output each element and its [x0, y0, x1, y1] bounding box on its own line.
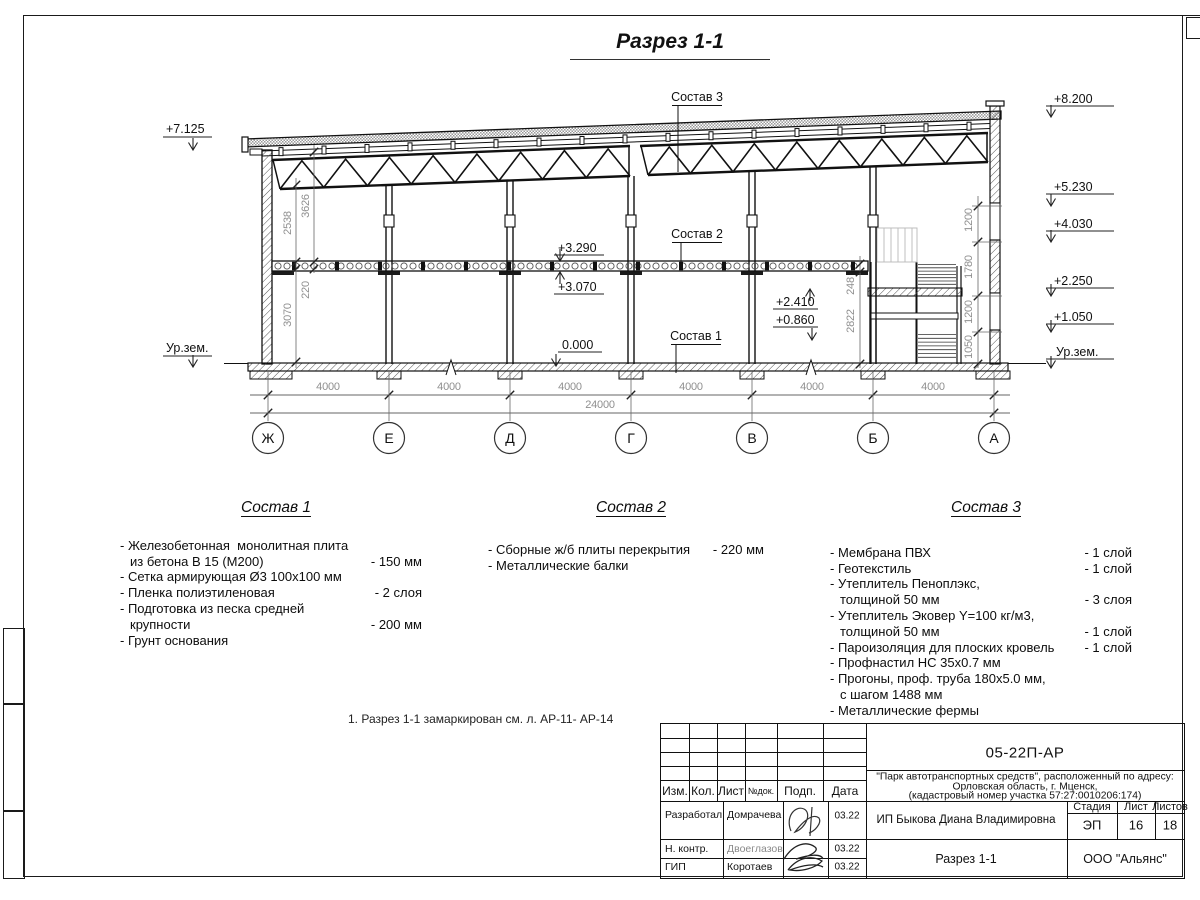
dim-label: 4000	[921, 381, 945, 393]
elevation-label: 0.000	[562, 338, 594, 352]
axis-label: Д	[505, 430, 515, 446]
drawing-note: 1. Разрез 1-1 замаркирован см. л. АР-11- АР-14	[348, 712, 614, 726]
stair-railing	[877, 228, 917, 262]
dim-label: 1780	[962, 255, 975, 279]
dim-label: 4000	[437, 381, 461, 393]
level-arrow-icon	[189, 355, 198, 367]
tb-role: ГИП	[665, 861, 686, 873]
elevation-label: +7.125	[166, 122, 205, 136]
tb-role: Н. контр.	[665, 843, 709, 855]
composition-row: - Утеплитель Эковер Y=100 кг/м3,	[830, 607, 1035, 623]
tb-header-kol: Кол.	[691, 784, 715, 798]
tb-header-data: Дата	[831, 784, 859, 798]
level-arrow-icon	[189, 138, 198, 150]
callout-label: Состав 3	[671, 90, 723, 104]
composition-block-1	[120, 500, 432, 648]
level-arrow-icon	[1047, 105, 1056, 117]
dim-label: 248	[844, 277, 857, 295]
tb-date: 03.22	[834, 861, 860, 873]
tb-sheets-value: 18	[1162, 817, 1178, 833]
composition-row: - Утеплитель Пеноплэкс,	[830, 576, 980, 592]
elevation-label: +0.860	[776, 313, 815, 327]
composition-row: - Пароизоляция для плоских кровель - 1 слой	[830, 639, 1132, 655]
dim-label: 3070	[281, 303, 294, 327]
tb-header-podp: Подп.	[784, 784, 816, 798]
composition-row: - Грунт основания	[120, 632, 229, 648]
composition-row: - Металлические фермы	[830, 702, 979, 718]
stair-landing	[868, 288, 962, 296]
axis-bubbles	[253, 423, 1010, 454]
dim-label: 1200	[962, 208, 975, 232]
dim-total-label: 24000	[585, 399, 615, 411]
drawing-title: Разрез 1-1	[570, 30, 770, 60]
tb-sheets-label: Листов	[1152, 801, 1188, 813]
dim-label: 220	[299, 281, 312, 299]
title-block	[660, 723, 1188, 879]
signature-icon	[779, 801, 827, 878]
composition-row: толщиной 50 мм - 1 слой	[840, 623, 1132, 639]
tb-client: ИП Быкова Диана Владимировна	[876, 814, 1056, 826]
tb-name: Домрачева	[727, 809, 782, 821]
tb-name: Двоеглазов	[727, 843, 783, 855]
composition-row: - Сетка армирующая Ø3 100х100 мм	[120, 569, 342, 585]
tb-header-ndok: №док.	[747, 786, 775, 796]
right-wall	[990, 106, 1000, 203]
tb-name: Коротаев	[727, 861, 773, 873]
axis-label: Е	[384, 430, 394, 446]
parapet-cap	[986, 101, 1004, 106]
composition-row: - Мембрана ПВХ - 1 слой	[830, 544, 1132, 560]
composition-row: - Железобетонная монолитная плита	[120, 537, 349, 553]
composition-row: - Прогоны, проф. труба 180х5.0 мм,	[830, 671, 1046, 687]
tb-header-izm: Изм.	[662, 784, 688, 798]
tb-project-line3: (кадастровый номер участка 57:27:0010206:174)	[908, 790, 1142, 802]
elevation-label: +5.230	[1054, 180, 1093, 194]
tb-role: Разработал	[665, 809, 723, 821]
dim-label: 4000	[800, 381, 824, 393]
roof-edge-plate	[242, 137, 248, 152]
tb-sheet-value: 16	[1128, 817, 1144, 833]
elevation-label: +2.410	[776, 295, 815, 309]
elevation-label: +3.070	[558, 280, 597, 294]
axis-label: Г	[627, 430, 635, 446]
level-arrow-icon	[1047, 230, 1056, 242]
tb-date: 03.22	[834, 843, 860, 855]
composition-row: из бетона В 15 (М200) - 150 мм	[130, 553, 422, 569]
tb-header-list: Лист	[717, 784, 745, 798]
tb-sheet-name: Разрез 1-1	[935, 852, 997, 866]
axis-label: Б	[868, 430, 878, 446]
elevation-label: +1.050	[1054, 310, 1093, 324]
dim-label: 2538	[281, 211, 294, 235]
composition-row: с шагом 1488 мм	[840, 686, 943, 702]
elevation-label: Ур.зем.	[1056, 345, 1099, 359]
composition-title: Состав 1	[241, 499, 311, 516]
ground-slab	[248, 363, 1008, 371]
composition-title: Состав 3	[951, 499, 1021, 516]
composition-row: крупности - 200 мм	[130, 616, 422, 632]
tb-org: ООО "Альянс"	[1083, 852, 1167, 866]
axis-label: В	[747, 430, 757, 446]
composition-row: - Профнастил НС 35х0.7 мм	[830, 655, 1001, 671]
composition-block-3	[830, 500, 1142, 719]
elevation-label: +3.290	[558, 241, 597, 255]
staircase	[868, 228, 962, 364]
tb-doc-code: 05-22П-АР	[985, 744, 1065, 762]
dim-label: 1200	[962, 300, 975, 324]
dim-label: 4000	[679, 381, 703, 393]
tb-sheet-label: Лист	[1124, 801, 1148, 813]
callout-label: Состав 2	[671, 227, 723, 241]
dim-label: 2822	[844, 309, 857, 333]
dim-label: 4000	[316, 381, 340, 393]
elevation-label: +4.030	[1054, 217, 1093, 231]
composition-title: Состав 2	[596, 499, 666, 516]
building-structure	[224, 101, 1046, 379]
dim-label: 3626	[299, 194, 312, 218]
dim-label: 1050	[962, 335, 975, 359]
elevation-label: +2.250	[1054, 274, 1093, 288]
dim-label: 4000	[558, 381, 582, 393]
callout-label: Состав 1	[670, 329, 722, 343]
left-wall	[262, 150, 272, 364]
axis-label: А	[989, 430, 999, 446]
axis-label: Ж	[261, 430, 275, 446]
tb-project-line2: Орловская область, г. Мценск,	[952, 781, 1098, 793]
composition-row: - Пленка полиэтиленовая - 2 слоя	[120, 585, 422, 601]
tb-project-line1: "Парк автотранспортных средств", расположенный по адресу:	[876, 771, 1174, 783]
composition-row: - Сборные ж/б плиты перекрытия - 220 мм	[488, 541, 764, 557]
tb-date: 03.22	[834, 810, 860, 822]
composition-block-2	[488, 500, 774, 573]
elevation-label: +8.200	[1054, 92, 1093, 106]
level-arrow-icon	[1047, 356, 1056, 368]
composition-row: - Металлические балки	[488, 557, 629, 573]
elevation-label: Ур.зем.	[166, 341, 209, 355]
truss-and-columns	[272, 122, 988, 364]
composition-row: - Геотекстиль - 1 слой	[830, 560, 1132, 576]
level-arrow-icon	[1047, 194, 1056, 206]
composition-row: - Подготовка из песка средней	[120, 600, 305, 616]
tb-stage-label: Стадия	[1073, 801, 1111, 813]
tb-stage-value: ЭП	[1082, 817, 1102, 833]
level-arrow-icon	[808, 328, 817, 340]
composition-row: толщиной 50 мм - 3 слоя	[840, 592, 1132, 608]
